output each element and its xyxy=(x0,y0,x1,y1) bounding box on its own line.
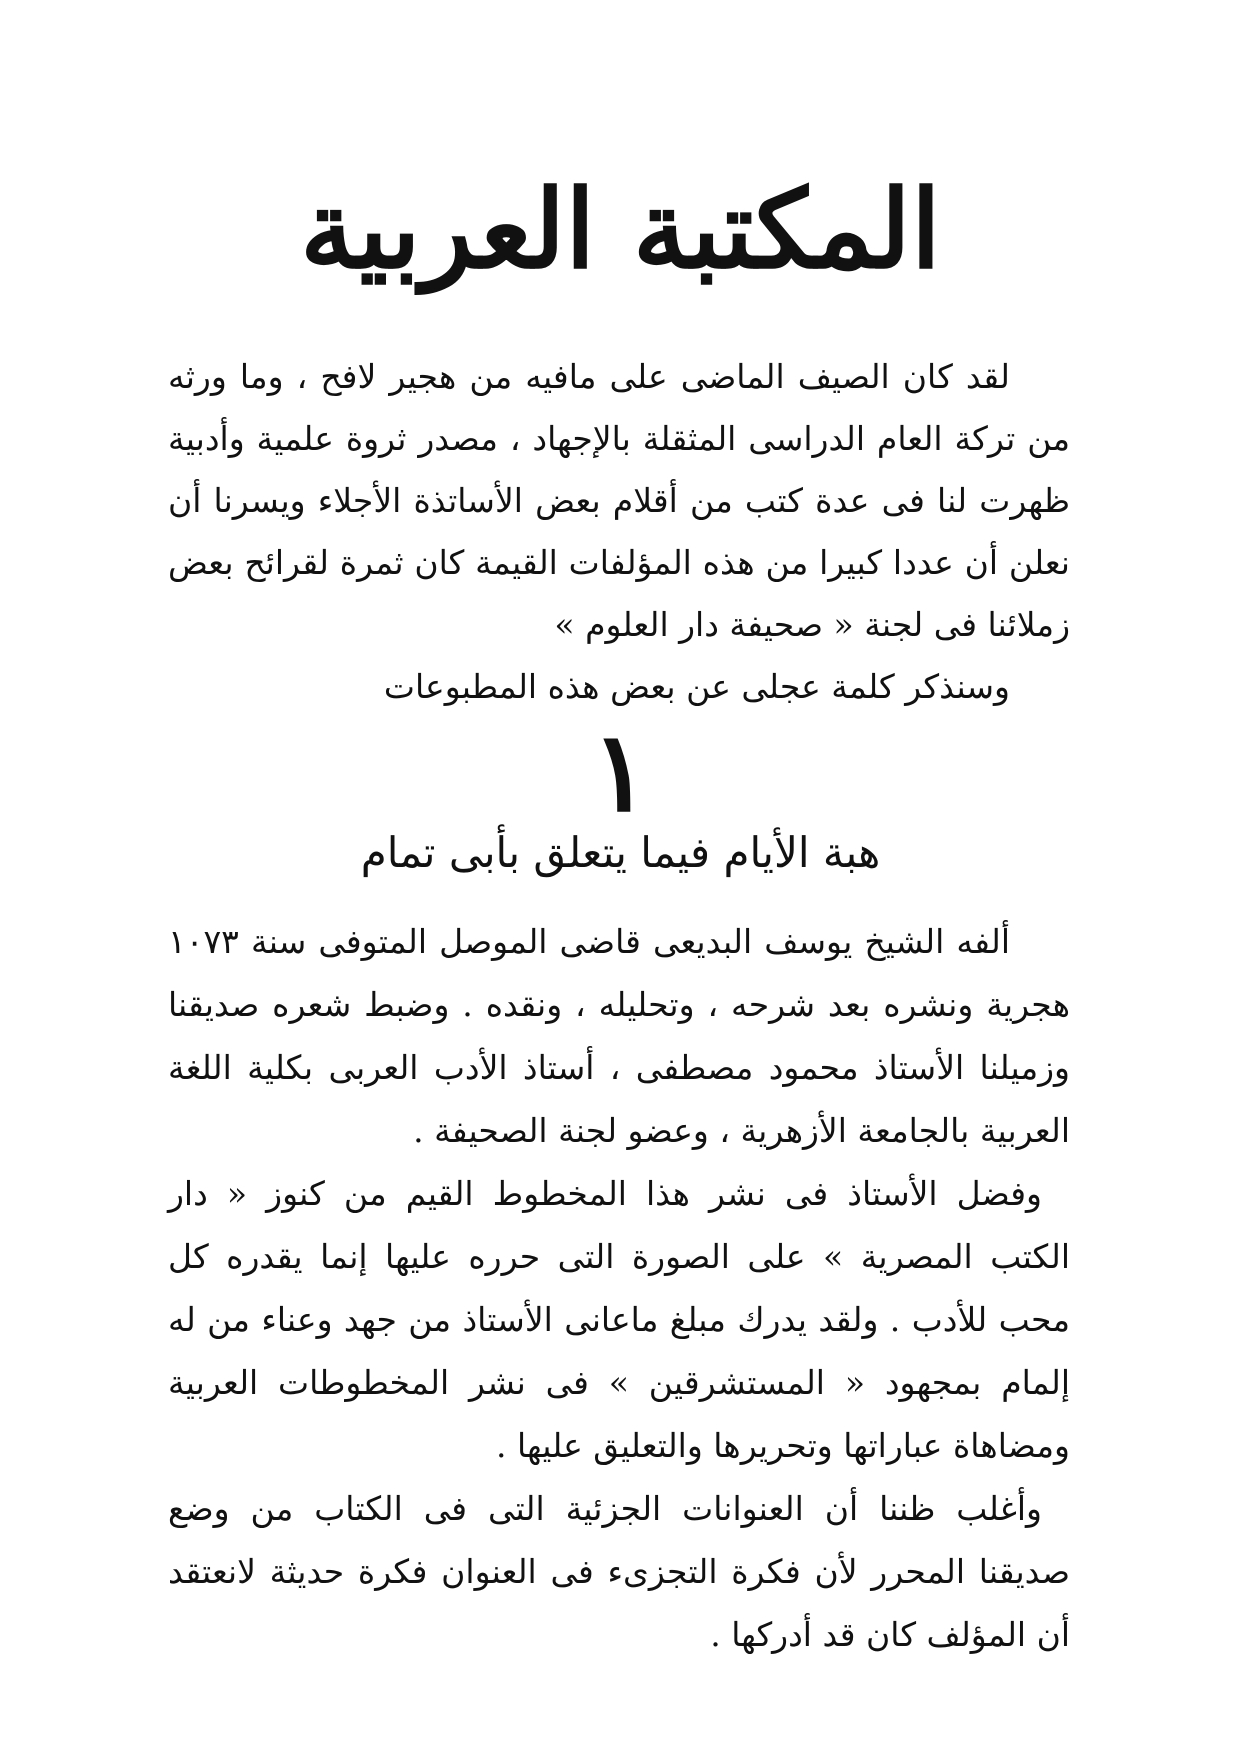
intro-section xyxy=(168,346,1070,718)
intro-paragraph-2: وسنذكر كلمة عجلى عن بعض هذه المطبوعات xyxy=(383,667,1010,706)
section-number: ١ xyxy=(590,707,651,836)
body-paragraph-1: ألفه الشيخ يوسف البديعى قاضى الموصل المتوفى سنة ١٠٧٣ هجرية ونشره بعد شرحه ، وتحليله ، ونقده . وضبط شعره صديقنا وزميلنا الأستاذ محمود مصطفى ، أستاذ الأدب العربى بكلية اللغة العربية بالجامعة الأزهرية ، وعضو لجنة الصحيفة . xyxy=(168,922,1070,1150)
section-title: هبة الأيام فيما يتعلق بأبى تمام xyxy=(360,828,881,877)
section-body xyxy=(168,910,1070,1666)
intro-paragraph-1: لقد كان الصيف الماضى على مافيه من هجير لافح ، وما ورثه من تركة العام الدراسى المثقلة بالإجهاد ، مصدر ثروة علمية وأدبية ظهرت لنا فى عدة كتب من أقلام بعض الأساتذة الأجلاء ويسرنا أن نعلن أن عددا كبيرا من هذه المؤلفات القيمة كان ثمرة لقرائح بعض زملائنا فى لجنة « صحيفة دار العلوم » xyxy=(168,357,1070,644)
body-paragraph-2: وفضل الأستاذ فى نشر هذا المخطوط القيم من كنوز « دار الكتب المصرية » على الصورة التى حرره عليها إنما يقدره كل محب للأدب . ولقد يدرك مبلغ ماعانى الأستاذ من جهد وعناء من له إلمام بمجهود « المستشرقين » فى نشر المخطوطات العربية ومضاهاة عباراتها وتحريرها والتعليق عليها . xyxy=(168,1174,1070,1465)
body-paragraph-3: وأغلب ظننا أن العنوانات الجزئية التى فى الكتاب من وضع صديقنا المحرر لأن فكرة التجزىء فى العنوان فكرة حديثة لانعتقد أن المؤلف كان قد أدركها . xyxy=(168,1489,1070,1654)
page-title: المكتبة العربية xyxy=(300,167,941,293)
